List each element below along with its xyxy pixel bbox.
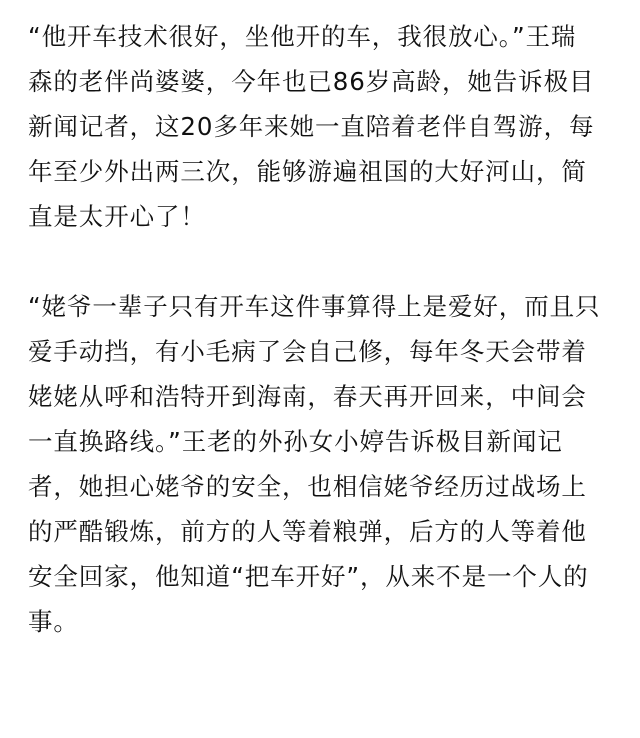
paragraph-granddaughter-quote: “姥爷一辈子只有开车这件事算得上是爱好，而且只 爱手动挡，有小毛病了会自己修，每年冬天会带着 姥姥从呼和浩特开到海南，春天再开回来，中间会 一直换路线。”王老的外孙女小婷告诉极目新闻记 者，她担心姥爷的安全，也相信姥爷经历过战场上 的严酷锻炼，前方的人等着粮弹，后方的人等着他 安全回家，他知道“把车开好”，从来不是一个人的 事。 (28, 292, 601, 636)
paragraph-wang-ruisen-wife-quote: “他开车技术很好，坐他开的车，我很放心。”王瑞 森的老伴尚婆婆，今年也已86岁高龄，她告诉极目 新闻记者，这20多年来她一直陪着老伴自驾游，每 年至少外出两三次，能够游遍祖国的大好河山，简 直是太开心了！ (28, 22, 595, 231)
